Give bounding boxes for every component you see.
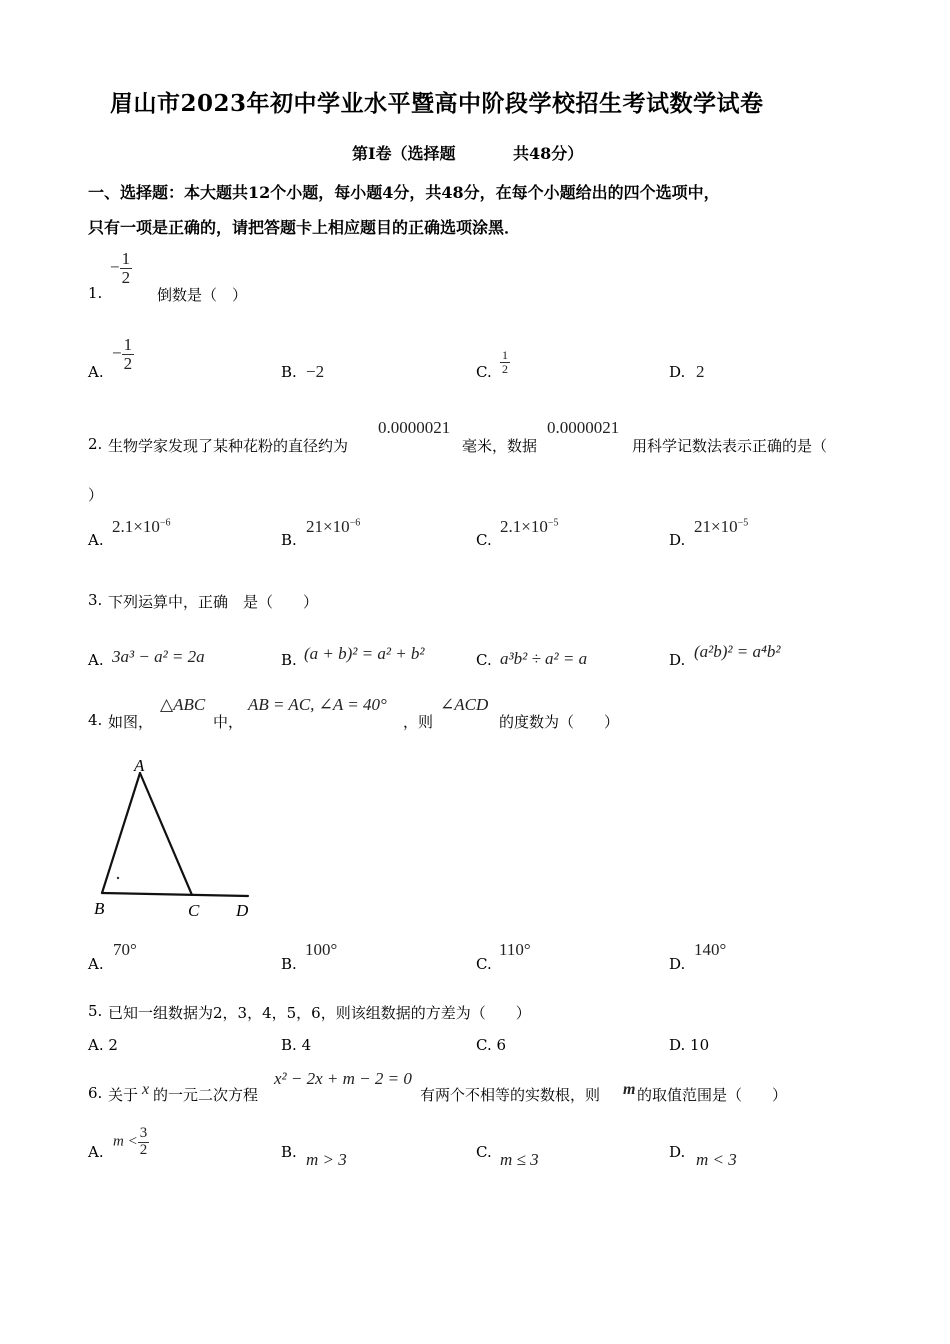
- q5-number: 5.: [88, 1002, 103, 1020]
- q2-option-d-value[interactable]: $21\times 10^{-5}$: [694, 517, 749, 536]
- q5-text: 已知一组数据为2，3，4，5，6，则该组数据的方差为（ ）: [108, 1004, 531, 1022]
- q5-option-b[interactable]: B. 4: [281, 1036, 312, 1054]
- q3-option-d-value[interactable]: (a²b)² = a⁴b²: [694, 642, 781, 661]
- line-bd: [102, 893, 248, 896]
- q4-condition: AB = AC, ∠A = 40°: [248, 695, 387, 714]
- q6-text-4: 的取值范围是（ ）: [637, 1086, 788, 1104]
- q1-option-a-value[interactable]: − $\frac{1}{2}$: [112, 335, 133, 373]
- q2-value-2: 0.0000021: [547, 418, 620, 437]
- q6-option-c-label[interactable]: C.: [476, 1143, 492, 1161]
- q4-option-d-value[interactable]: 140°: [694, 940, 727, 959]
- vertex-b-label: B: [94, 899, 105, 918]
- vertex-c-label: C: [188, 901, 200, 920]
- q2-text-1: 生物学家发现了某种花粉的直径约为: [108, 437, 349, 455]
- q6-option-a-label[interactable]: A.: [88, 1143, 104, 1161]
- q2-text-3: 用科学记数法表示正确的是（: [632, 437, 828, 455]
- q5-option-c[interactable]: C. 6: [476, 1036, 507, 1054]
- q2-option-c-value[interactable]: $2.1\times 10^{-5}$: [500, 517, 559, 536]
- q1-fraction: − $\frac{1}{2}$: [110, 249, 131, 287]
- triangle-figure: [88, 755, 263, 920]
- q6-option-a-value[interactable]: m < $\frac{3}{2}$: [113, 1125, 148, 1158]
- q6-text-3: 有两个不相等的实数根，则: [420, 1086, 601, 1104]
- q5-option-a[interactable]: A. 2: [88, 1036, 118, 1054]
- q2-value-1: 0.0000021: [378, 418, 451, 437]
- q2-option-b-value[interactable]: $21\times 10^{-6}$: [306, 517, 361, 536]
- q6-text-2: 的一元二次方程: [153, 1086, 259, 1104]
- point-d-label: D: [236, 901, 249, 920]
- q2-text-2: 毫米，数据: [462, 437, 538, 455]
- q3-option-b-label[interactable]: B.: [281, 651, 297, 669]
- page-title: 眉山市2023年初中学业水平暨高中阶段学校招生考试数学试卷: [110, 90, 764, 117]
- q6-number: 6.: [88, 1084, 103, 1102]
- q4-number: 4.: [88, 711, 103, 729]
- q1-option-c-value[interactable]: $\frac{1}{2}$: [502, 348, 508, 376]
- q6-text-1: 关于: [108, 1086, 139, 1104]
- q4-option-d-label[interactable]: D.: [669, 955, 686, 973]
- q3-text: 下列运算中，正确 是（ ）: [108, 593, 319, 611]
- q2-text-4: ）: [88, 486, 104, 504]
- q1-option-b-value[interactable]: −2: [306, 362, 325, 381]
- q3-option-a-value[interactable]: 3a³ − a² = 2a: [112, 647, 205, 666]
- q4-text-4: 的度数为（ ）: [499, 713, 620, 731]
- q4-text-1: 如图，: [108, 713, 154, 731]
- section-instructions-2: 只有一项是正确的，请把答题卡上相应题目的正确选项涂黑．: [88, 218, 521, 237]
- q6-variable-x: x: [142, 1081, 150, 1098]
- volume-points: 共48分）: [513, 144, 584, 163]
- q1-option-c-label[interactable]: C.: [476, 363, 492, 381]
- q4-option-a-label[interactable]: A.: [88, 955, 104, 973]
- q3-option-a-label[interactable]: A.: [88, 651, 104, 669]
- q6-option-b-label[interactable]: B.: [281, 1143, 297, 1161]
- q4-option-a-value[interactable]: 70°: [113, 940, 137, 959]
- q1-option-d-value[interactable]: 2: [696, 362, 705, 381]
- q6-variable-m: m: [623, 1081, 636, 1098]
- side-ab: [102, 773, 140, 893]
- q3-option-b-value[interactable]: (a + b)² = a² + b²: [304, 644, 425, 663]
- q4-text-2: 中，: [213, 713, 244, 731]
- q1-option-a-label[interactable]: A.: [88, 363, 104, 381]
- section-instructions-1: 一、选择题：本大题共12个小题，每小题4分，共48分，在每个小题给出的四个选项中，: [88, 183, 720, 202]
- q2-option-a-label[interactable]: A.: [88, 531, 104, 549]
- q6-option-d-label[interactable]: D.: [669, 1143, 686, 1161]
- q3-option-c-value[interactable]: a³b² ÷ a² = a: [500, 649, 588, 668]
- q2-option-a-value[interactable]: $2.1\times 10^{-6}$: [112, 517, 171, 536]
- q5-option-d[interactable]: D. 10: [669, 1036, 710, 1054]
- q4-angle: ∠ACD: [440, 695, 489, 714]
- q6-option-c-value[interactable]: m ≤ 3: [500, 1150, 539, 1169]
- q3-option-d-label[interactable]: D.: [669, 651, 686, 669]
- q2-option-d-label[interactable]: D.: [669, 531, 686, 549]
- q2-option-c-label[interactable]: C.: [476, 531, 492, 549]
- q1-number: 1.: [88, 284, 103, 302]
- side-ac: [140, 773, 192, 895]
- q4-option-b-label[interactable]: B.: [281, 955, 297, 973]
- q4-option-c-value[interactable]: 110°: [499, 940, 531, 959]
- q3-number: 3.: [88, 591, 103, 609]
- q1-option-b-label[interactable]: B.: [281, 363, 297, 381]
- q4-option-b-value[interactable]: 100°: [305, 940, 338, 959]
- q3-option-c-label[interactable]: C.: [476, 651, 492, 669]
- q6-equation: x² − 2x + m − 2 = 0: [274, 1069, 412, 1088]
- q6-option-d-value[interactable]: m < 3: [696, 1150, 737, 1169]
- q6-option-b-value[interactable]: m > 3: [306, 1150, 347, 1169]
- q4-triangle: △ABC: [160, 695, 206, 714]
- volume-part: 第I卷（选择题: [352, 144, 456, 163]
- vertex-a-label: A: [134, 756, 145, 775]
- q4-option-c-label[interactable]: C.: [476, 955, 492, 973]
- q2-option-b-label[interactable]: B.: [281, 531, 297, 549]
- q1-text: 倒数是（ ）: [157, 286, 248, 304]
- q4-text-3: ，则: [403, 713, 434, 731]
- q1-option-d-label[interactable]: D.: [669, 363, 686, 381]
- dot-mark: [117, 877, 119, 879]
- q2-number: 2.: [88, 435, 103, 453]
